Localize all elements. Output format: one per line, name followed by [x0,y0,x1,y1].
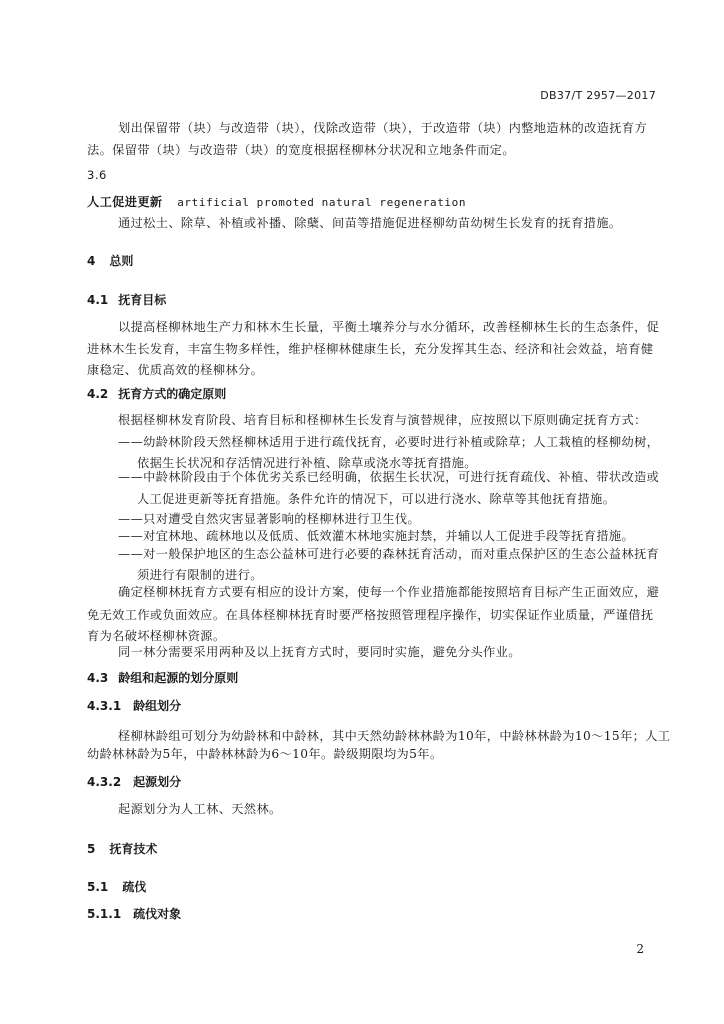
term-definition: 通过松土、除草、补植或补播、除蘖、间苗等措施促进柽柳幼苗幼树生长发育的抚育措施。 [118,216,622,230]
section-number: 5 [87,842,96,856]
dash-item-line: ——对一般保护地区的生态公益林可进行必要的森林抚育活动，而对重点保护区的生态公益林抚育 [118,547,660,561]
section-heading-4-3-2 [87,773,181,790]
term-heading [87,193,466,210]
paragraph-line: 起源划分为人工林、天然林。 [118,802,282,816]
section-title: 抚育技术 [109,842,158,856]
term-chinese: 人工促进更新 [87,195,163,209]
paragraph-line: 柽柳林龄组可划分为幼龄林和中龄林，其中天然幼龄林林龄为10年，中龄林林龄为10～15年；人工 [118,729,671,743]
section-heading-5-1 [87,878,146,895]
section-number: 5.1.1 [87,907,122,921]
dash-item-line: ——只对遭受自然灾害显著影响的柽柳林进行卫生伐。 [118,512,421,526]
section-heading-4-3-1 [87,697,181,714]
section-title: 起源划分 [133,775,182,789]
clause-number: 3.6 [87,168,107,182]
dash-item-line: 须进行有限制的进行。 [137,568,263,582]
section-heading-4-3 [87,669,238,686]
dash-item-line: 依据生长状况和存活情况进行补植、除草或浇水等抚育措施。 [137,456,477,470]
section-number: 4.3.2 [87,775,122,789]
paragraph-line: 幼龄林林龄为5年，中龄林林龄为6～10年。龄级期限均为5年。 [87,747,443,761]
section-title: 抚育目标 [118,293,167,307]
dash-item-line: 人工促进更新等抚育措施。条件允许的情况下，可以进行浇水、除草等其他抚育措施。 [137,492,616,506]
section-number: 4 [87,254,96,268]
dash-item-line: ——幼龄林阶段天然柽柳林适用于进行疏伐抚育，必要时进行补植或除草；人工栽植的柽柳幼树， [118,435,660,449]
paragraph-line: 康稳定、优质高效的柽柳林分。 [87,363,264,377]
section-number: 4.2 [87,387,109,401]
section-title: 总则 [109,254,134,268]
paragraph-line: 进林木生长发育，丰富生物多样性，维护柽柳林健康生长，充分发挥其生态、经济和社会效益，培育健 [87,342,654,356]
section-title: 龄组和起源的划分原则 [118,671,239,685]
section-heading-5-1-1 [87,905,181,922]
section-title: 抚育方式的确定原则 [118,387,227,401]
paragraph-line: 同一林分需要采用两种及以上抚育方式时，要同时实施，避免分头作业。 [118,645,521,659]
paragraph-line: 根据柽柳林发育阶段、培育目标和柽柳林生长发育与演替规律，应按照以下原则确定抚育方式： [118,413,647,427]
term-english: artificial promoted natural regeneration [177,196,467,209]
section-number: 5.1 [87,880,109,894]
document-id: DB37/T 2957—2017 [540,89,656,102]
section-title: 疏伐 [122,880,147,894]
paragraph-line: 法。保留带（块）与改造带（块）的宽度根据柽柳林分状况和立地条件而定。 [87,143,515,157]
paragraph-line: 以提高柽柳林地生产力和林木生长量，平衡土壤养分与水分循环，改善柽柳林生长的生态条件，促 [118,320,660,334]
section-heading-4-2 [87,385,226,402]
paragraph-line: 免无效工作或负面效应。在具体柽柳林抚育时要严格按照管理程序操作，切实保证作业质量，严谨借抚 [87,608,654,622]
section-heading-4 [87,252,133,269]
page-number: 2 [636,942,644,956]
section-number: 4.3 [87,671,109,685]
dash-item-line: ——中龄林阶段由于个体优劣关系已经明确，依据生长状况，可进行抚育疏伐、补植、带状改造或 [118,470,660,484]
paragraph-line: 确定柽柳林抚育方式要有相应的设计方案，使每一个作业措施都能按照培育目标产生正面效应，避 [118,585,660,599]
section-heading-4-1 [87,291,166,308]
paragraph-line: 划出保留带（块）与改造带（块），伐除改造带（块），于改造带（块）内整地造林的改造抚育方 [118,121,648,135]
section-number: 4.3.1 [87,699,122,713]
dash-item-line: ——对宜林地、疏林地以及低质、低效灌木林地实施封禁，并辅以人工促进手段等抚育措施。 [118,529,635,543]
paragraph-line: 育为名破坏柽柳林资源。 [87,629,226,643]
section-heading-5 [87,840,157,857]
section-number: 4.1 [87,293,109,307]
section-title: 龄组划分 [133,699,182,713]
section-title: 疏伐对象 [133,907,182,921]
